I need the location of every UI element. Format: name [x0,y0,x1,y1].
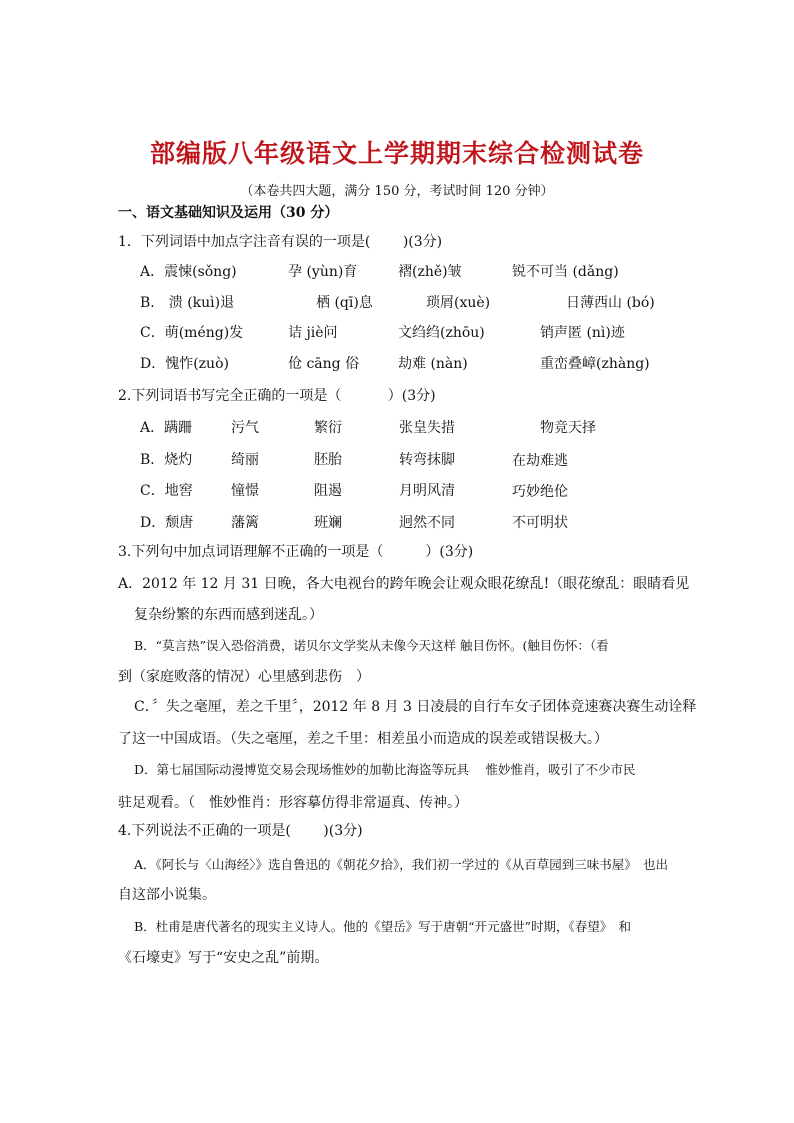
q3-option-c-line1: C．〞失之毫厘，差之千里〞，2012 年 8 月 3 日凌晨的自行车女子团体竞速赛决赛生动诠释 [134,699,697,715]
q1-a-2: 孕 (yùn)育 [288,264,358,280]
q1-b-1: B． 溃 (kuì)退 [140,295,235,311]
q1-b-4: 日薄西山 (bó) [566,295,655,311]
exam-title: 部编版八年级语文上学期期末综合检测试卷 [149,139,644,168]
q1-a-1: A．震悚(sǒng) [140,264,237,280]
q2-d-1: D．颓唐 [140,515,194,531]
q1-a-4: 锐不可当 (dǎng) [512,264,619,280]
q4-option-b-line2: 《石壕吏》写于“安史之乱”前期。 [118,950,329,966]
q4-option-a-line2: 自这部小说集。 [118,887,216,903]
q1-c-3: 文绉绉(zhōu) [398,325,485,341]
q2-b-5: 在劫难逃 [512,453,568,469]
q1-d-1: D．愧怍(zuò) [140,356,229,372]
q2-c-4: 月明风清 [399,483,455,499]
q1-b-2: 栖 (qī)息 [316,295,373,311]
q3-option-b-line2: 到（家庭败落的情况）心里感到悲伤 ） [118,669,370,685]
q3-option-b-line1: B．“莫言热”误入恐俗消费，诺贝尔文学奖从未像今天这样 触目伤怀。(触目伤怀：（看 [134,638,609,653]
exam-subtitle: （本卷共四大题，满分 150 分，考试时间 120 分钟） [240,184,554,199]
question-4-stem: 4.下列说法不正确的一项是( )(3分) [118,823,363,839]
q2-b-3: 胚胎 [314,452,342,468]
q2-c-5: 巧妙绝伦 [512,484,568,500]
q1-c-4: 销声匿 (nì)迹 [540,325,625,341]
q2-a-2: 污气 [231,420,259,436]
q2-b-1: B．烧灼 [140,452,193,468]
q1-d-3: 劫难 (nàn) [398,356,468,372]
q1-a-3: 褶(zhě)皱 [398,264,462,280]
question-2-stem: 2.下列词语书写完全正确的一项是（ ）(3分) [118,388,436,404]
q2-a-5: 物竞天择 [540,420,596,436]
q3-option-a-line2: 复杂纷繁的东西而感到迷乱。） [134,607,323,623]
q2-a-3: 繁衍 [314,420,342,436]
q1-c-2: 诘 jiè问 [288,325,338,341]
question-3-stem: 3.下列句中加点词语理解不正确的一项是（ ）(3分) [118,544,474,560]
q2-d-5: 不可明状 [512,515,568,531]
q2-c-2: 憧憬 [231,483,259,499]
q2-a-1: A．蹒跚 [140,420,193,436]
q4-option-b-line1: B．杜甫是唐代著名的现实主义诗人。他的《望岳》写于唐朝“开元盛世”时期，《春望》 和 [134,919,631,934]
question-1-stem: 1．下列词语中加点字注音有误的一项是( )(3分) [118,234,443,250]
q1-b-3: 琐屑(xuè) [426,295,491,311]
q2-a-4: 张皇失措 [399,420,455,436]
q2-d-2: 藩篱 [231,515,259,531]
q2-c-1: C．地窖 [140,483,193,499]
q3-option-c-line2: 了这一中国成语。（失之毫厘，差之千里：相差虽小而造成的误差或错误极大。） [118,731,608,747]
q2-d-3: 班斓 [314,515,342,531]
q3-option-a-line1: A．2012 年 12 月 31 日晚，各大电视台的跨年晚会让观众眼花缭乱!（眼花缭乱：眼睛看见 [118,576,690,592]
q2-d-4: 迥然不同 [399,515,455,531]
q2-b-4: 转弯抹脚 [399,452,455,468]
q1-d-4: 重峦叠嶂(zhàng) [540,356,650,372]
q3-option-d-line2: 驻足观看。（ 惟妙惟肖：形容摹仿得非常逼真、传神。） [118,795,468,811]
section-heading: 一、语文基础知识及运用（30 分） [118,205,339,221]
q3-option-d-line1: D．第七届国际动漫博览交易会现场惟妙的加勒比海盗等玩具 惟妙惟肖，吸引了不少市民 [134,762,636,777]
q1-c-1: C．萌(méng)发 [140,325,244,341]
q4-option-a-line1: A．《阿长与〈山海经〉》选自鲁迅的《朝花夕拾》，我们初一学过的《从百草园到三味书屋》 也出 [134,857,669,872]
q1-d-2: 伧 cāng 俗 [288,356,360,372]
q2-c-3: 阻遏 [314,483,342,499]
q2-b-2: 绮丽 [231,452,259,468]
